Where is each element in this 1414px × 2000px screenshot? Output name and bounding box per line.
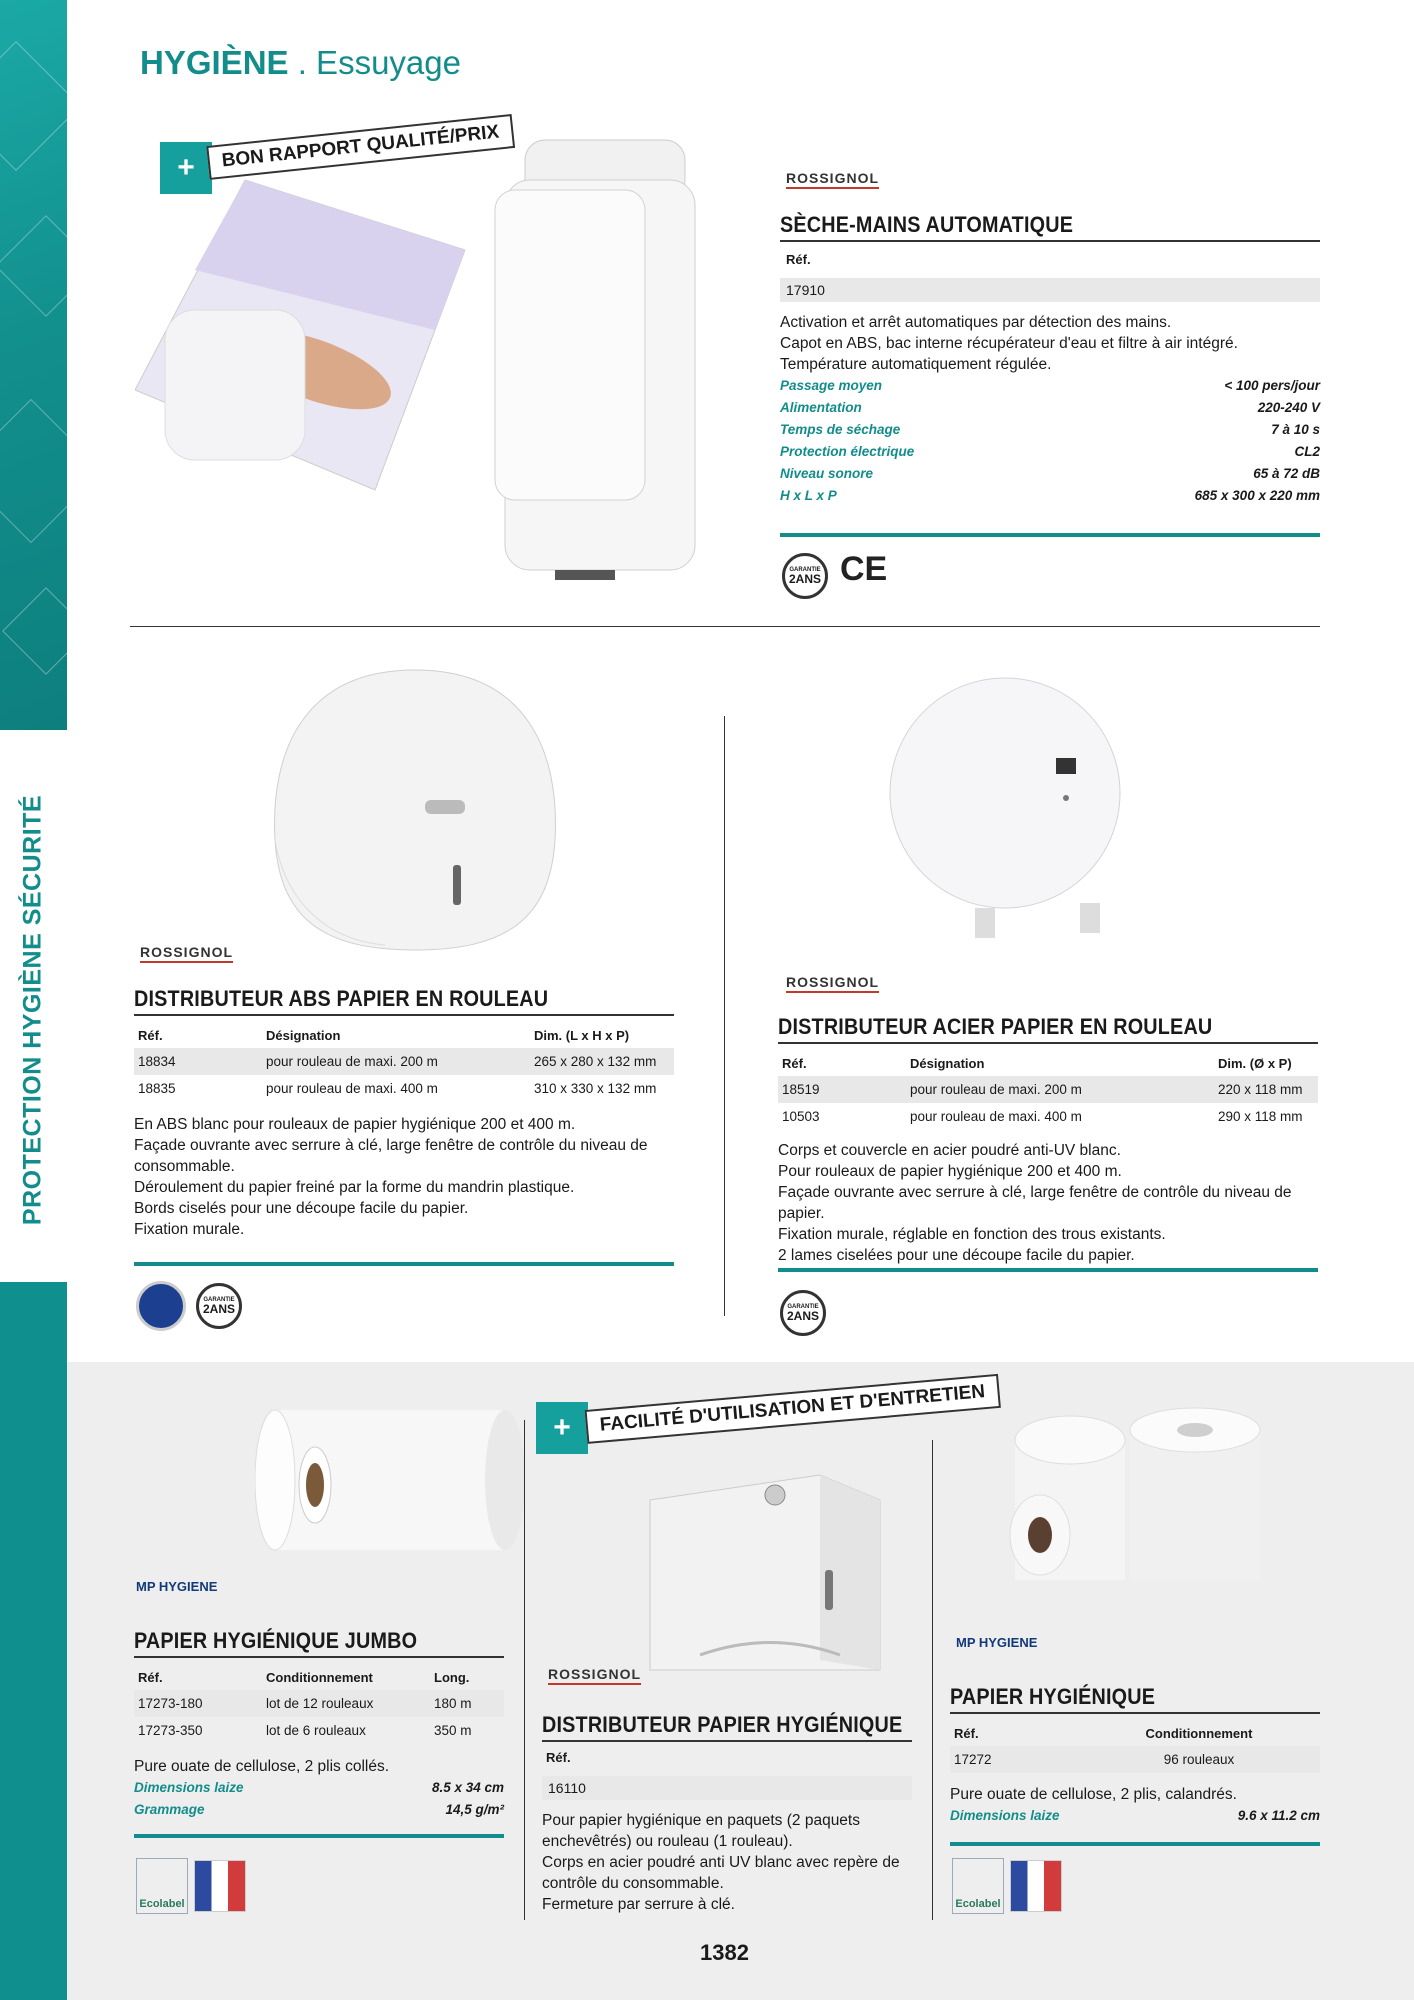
toilet-paper-image [985, 1400, 1285, 1600]
section-divider [130, 626, 1320, 627]
ref-table [134, 1664, 504, 1744]
spec-value: 7 à 10 s [1271, 422, 1320, 437]
spec-value: 14,5 g/m² [445, 1802, 504, 1817]
title-underline [134, 1656, 504, 1658]
spec-row [780, 397, 1320, 419]
description-line: En ABS blanc pour rouleaux de papier hygiénique 200 et 400 m. [134, 1116, 576, 1133]
spec-value: 9.6 x 11.2 cm [1237, 1808, 1320, 1823]
cell-ref: 18519 [778, 1076, 906, 1103]
cell-designation: pour rouleau de maxi. 400 m [266, 1081, 438, 1096]
category-title: HYGIÈNE [140, 44, 289, 81]
spec-row [134, 1777, 504, 1799]
table-header-row [778, 1050, 1318, 1076]
steel-dispenser-image [880, 668, 1130, 958]
spec-list [134, 1777, 504, 1821]
description-line: Capot en ABS, bac interne récupérateur d'eau et filtre à air intégré. [780, 335, 1238, 352]
rossignol-logo [548, 1666, 641, 1685]
hand-photo-image [135, 160, 475, 500]
section-rule [950, 1842, 1320, 1846]
column-header: Désignation [266, 1027, 341, 1043]
spec-key: Protection électrique [780, 444, 915, 459]
table-header-row [950, 1720, 1320, 1746]
table-row [778, 1076, 1318, 1103]
description-line: Activation et arrêt automatiques par détection des mains. [780, 314, 1172, 331]
guarantee-2-years-icon: GARANTIE 2ANS [780, 1290, 826, 1336]
product-description: Pure ouate de cellulose, 2 plis, calandrés. [950, 1786, 1237, 1803]
spec-value: 65 à 72 dB [1253, 466, 1320, 481]
rossignol-logo [140, 944, 233, 963]
cell-ref: 18834 [134, 1048, 262, 1075]
guarantee-2-years-icon: GARANTIE 2ANS [782, 553, 828, 599]
section-rule [778, 1268, 1318, 1272]
table-row [778, 1103, 1318, 1130]
spec-key: Passage moyen [780, 378, 883, 393]
column-header: Dim. (Ø x P) [1218, 1055, 1292, 1071]
product-description [778, 1140, 1318, 1266]
cell-packaging: lot de 6 rouleaux [266, 1723, 366, 1738]
table-row [950, 1746, 1320, 1773]
subcategory-title: . Essuyage [288, 44, 461, 81]
spec-row [780, 419, 1320, 441]
section-rule [134, 1262, 674, 1266]
ref-value: 17910 [780, 278, 1320, 302]
spec-key: Temps de séchage [780, 422, 901, 437]
cell-length: 180 m [430, 1690, 504, 1717]
column-header: Réf. [138, 1669, 163, 1685]
cell-ref: 17273-350 [138, 1723, 203, 1738]
sidebar-section-label: PROTECTION HYGIÈNE SÉCURITÉ [18, 794, 47, 1226]
table-header-row [134, 1022, 674, 1048]
plus-badge-icon: + [160, 142, 212, 194]
cell-dimensions: 290 x 118 mm [1218, 1109, 1303, 1124]
brand-name: ROSSIGNOL [786, 974, 879, 993]
ref-table [778, 1050, 1318, 1130]
cell-packaging: 96 rouleaux [1078, 1746, 1320, 1773]
sidebar-diamond [2, 587, 90, 675]
cell-designation: pour rouleau de maxi. 200 m [906, 1076, 1214, 1103]
spec-key: Alimentation [780, 400, 862, 415]
cell-designation: pour rouleau de maxi. 200 m [262, 1048, 530, 1075]
title-underline [778, 1042, 1318, 1044]
made-in-france-icon [1010, 1860, 1062, 1912]
product-description [542, 1810, 902, 1915]
column-divider [524, 1420, 525, 1920]
cell-ref: 10503 [782, 1109, 820, 1124]
column-header: Réf. [782, 1055, 807, 1071]
hand-dryer-image [475, 130, 725, 590]
guarantee-2-years-icon: GARANTIE 2ANS [196, 1283, 242, 1329]
spec-row [780, 375, 1320, 397]
table-row [134, 1690, 504, 1717]
column-header: Conditionnement [1145, 1725, 1253, 1741]
cell-designation: pour rouleau de maxi. 400 m [910, 1109, 1082, 1124]
ce-mark-icon: CE [840, 550, 888, 588]
sidebar-diamond [0, 41, 81, 171]
mp-hygiene-logo: MP HYGIENE [136, 1579, 218, 1594]
table-row [134, 1048, 674, 1075]
description-line: Température automatiquement régulée. [780, 356, 1052, 373]
brand-name: ROSSIGNOL [786, 170, 879, 189]
column-header: Désignation [910, 1055, 985, 1071]
page-number: 1382 [700, 1940, 749, 1965]
description-line: Déroulement du papier freiné par la forme du mandrin plastique. [134, 1179, 575, 1196]
description-line: Fixation murale. [134, 1221, 245, 1238]
eu-label-icon [136, 1281, 186, 1331]
spec-key: H x L x P [780, 488, 837, 503]
product-title-hand-dryer: SÈCHE-MAINS AUTOMATIQUE [780, 212, 1074, 237]
cell-dimensions: 265 x 280 x 132 mm [530, 1048, 674, 1075]
ref-value: 16110 [542, 1776, 912, 1800]
plus-badge-icon: + [536, 1402, 588, 1454]
sidebar-decoration-top [0, 0, 67, 730]
description-line: Façade ouvrante avec serrure à clé, large fenêtre de contrôle du niveau de papier. [778, 1184, 1292, 1222]
abs-dispenser-image [265, 660, 565, 960]
spec-value: CL2 [1294, 444, 1320, 459]
description-line: Pour papier hygiénique en paquets (2 paquets enchevêtrés) ou rouleau (1 rouleau). [542, 1812, 860, 1850]
spec-key: Dimensions laize [134, 1780, 244, 1795]
column-divider [932, 1440, 933, 1920]
brand-name: ROSSIGNOL [140, 944, 233, 963]
spec-value: < 100 pers/jour [1224, 378, 1320, 393]
description-line: Fixation murale, réglable en fonction des trous existants. [778, 1226, 1166, 1243]
ref-label: Réf. [786, 252, 811, 267]
spec-key: Grammage [134, 1802, 205, 1817]
product-title-abs-dispenser: DISTRIBUTEUR ABS PAPIER EN ROULEAU [134, 986, 549, 1011]
table-row [134, 1717, 504, 1744]
product-title-jumbo-paper: PAPIER HYGIÉNIQUE JUMBO [134, 1628, 418, 1653]
title-underline [950, 1712, 1320, 1714]
spec-row [780, 463, 1320, 485]
spec-key: Dimensions laize [950, 1808, 1060, 1823]
brand-name: ROSSIGNOL [548, 1666, 641, 1685]
paper-dispenser-image [640, 1460, 890, 1680]
table-row [134, 1075, 674, 1102]
ecolabel-icon: Ecolabel [136, 1858, 188, 1914]
spec-row [780, 485, 1320, 507]
description-line: Corps et couvercle en acier poudré anti-UV blanc. [778, 1142, 1121, 1159]
sidebar-diamond [0, 399, 103, 543]
column-divider [724, 716, 725, 1316]
product-description: Pure ouate de cellulose, 2 plis collés. [134, 1758, 390, 1775]
title-underline [134, 1014, 674, 1016]
description-line: Corps en acier poudré anti UV blanc avec repère de contrôle du consommable. [542, 1854, 900, 1892]
spec-value: 220-240 V [1257, 400, 1320, 415]
cell-ref: 18835 [138, 1081, 176, 1096]
column-header: Long. [434, 1669, 470, 1685]
spec-row [134, 1799, 504, 1821]
sidebar-decoration-bottom [0, 1282, 67, 2000]
section-rule [780, 533, 1320, 537]
spec-list [950, 1805, 1320, 1827]
product-title-toilet-paper: PAPIER HYGIÉNIQUE [950, 1684, 1156, 1709]
title-underline [780, 240, 1320, 242]
title-underline [542, 1740, 912, 1742]
made-in-france-icon [194, 1860, 246, 1912]
spec-row [950, 1805, 1320, 1827]
description-line: Façade ouvrante avec serrure à clé, large fenêtre de contrôle du niveau de consommable. [134, 1137, 648, 1175]
cell-packaging: lot de 12 rouleaux [262, 1690, 430, 1717]
spec-value: 8.5 x 34 cm [431, 1780, 504, 1795]
description-line: Pour rouleaux de papier hygiénique 200 et 400 m. [778, 1163, 1122, 1180]
cell-length: 350 m [434, 1723, 472, 1738]
spec-list [780, 375, 1320, 507]
sidebar-diamond [0, 215, 97, 317]
product-title-paper-dispenser: DISTRIBUTEUR PAPIER HYGIÉNIQUE [542, 1712, 903, 1737]
spec-key: Niveau sonore [780, 466, 874, 481]
cell-ref: 17272 [950, 1746, 1078, 1773]
ref-table [134, 1022, 674, 1102]
product-description [134, 1114, 654, 1240]
ribbon-quality-price: BON RAPPORT QUALITÉ/PRIX [206, 114, 515, 180]
product-title-steel-dispenser: DISTRIBUTEUR ACIER PAPIER EN ROULEAU [778, 1014, 1213, 1039]
column-header: Réf. [138, 1027, 163, 1043]
column-header: Dim. (L x H x P) [534, 1027, 630, 1043]
spec-value: 685 x 300 x 220 mm [1194, 488, 1320, 503]
rossignol-logo [786, 974, 879, 993]
ecolabel-icon: Ecolabel [952, 1858, 1004, 1914]
column-header: Conditionnement [266, 1669, 373, 1685]
description-line: Bords ciselés pour une découpe facile du papier. [134, 1200, 469, 1217]
column-header: Réf. [954, 1725, 979, 1741]
section-rule [134, 1834, 504, 1838]
description-line: 2 lames ciselées pour une découpe facile du papier. [778, 1247, 1135, 1264]
rossignol-logo [786, 170, 879, 189]
ribbon-ease-of-use: FACILITÉ D'UTILISATION ET D'ENTRETIEN [585, 1374, 1001, 1444]
cell-dimensions: 220 x 118 mm [1214, 1076, 1318, 1103]
table-header-row [134, 1664, 504, 1690]
spec-row [780, 441, 1320, 463]
cell-ref: 17273-180 [134, 1690, 262, 1717]
product-description [780, 312, 1320, 375]
page-title [140, 44, 461, 82]
ref-table [950, 1720, 1320, 1773]
description-line: Fermeture par serrure à clé. [542, 1896, 735, 1913]
cell-dimensions: 310 x 330 x 132 mm [534, 1081, 657, 1096]
mp-hygiene-logo: MP HYGIENE [956, 1635, 1038, 1650]
ref-label: Réf. [546, 1750, 571, 1765]
jumbo-roll-image [255, 1390, 525, 1570]
